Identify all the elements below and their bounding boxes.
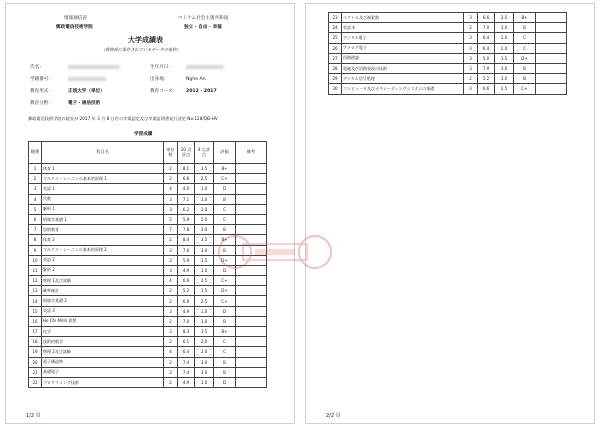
subject-name-cell: 基礎電子 [42,367,164,377]
credits-cell: 3 [164,265,178,275]
score-10-cell: 7.0 [178,316,195,326]
score-4-cell: 2.0 [195,337,214,347]
score-10-cell: 8.1 [178,164,195,174]
row-number-cell: 12 [29,276,42,286]
score-4-cell: 1.5 [195,255,214,265]
remarks-cell [236,204,267,214]
score-10-cell: 8.3 [178,327,195,337]
row-number-cell: 10 [29,255,42,265]
score-4-cell: 2.5 [195,174,214,184]
score-10-cell: 6.9 [178,296,195,306]
student-id-label: 学籍番号： [30,77,53,82]
score-4-cell: 3.0 [195,367,214,377]
table-row [29,214,267,224]
birthdate-label: 生年月日： [150,65,173,70]
row-number-cell: 6 [29,214,42,224]
score-4-cell: 1.0 [195,377,214,387]
education-form-label: 教育形式： [30,89,53,94]
remarks-cell [536,84,567,94]
table-row [329,74,567,84]
subject-name-cell: 物理 2及び試験 [42,347,164,357]
education-form-value: 正規大学（単位） [68,89,105,94]
credits-cell: 2 [164,296,178,306]
credits-cell: 4 [164,347,178,357]
remarks-cell [236,174,267,184]
row-number-cell: 26 [329,43,342,53]
row-number-cell: 16 [29,316,42,326]
score-4-cell: 3.0 [195,357,214,367]
subject-name-cell: マルクス・レーニンの基本的原理 1 [42,174,164,184]
birthplace-value: Nghe An [186,77,206,82]
remarks-cell [236,327,267,337]
row-number-cell: 19 [29,347,42,357]
score-10-cell: 5.2 [178,286,195,296]
table-row [329,84,567,94]
credits-cell: 2 [164,316,178,326]
score-4-cell: 1.0 [195,306,214,316]
grades-table-continued [328,12,567,95]
score-10-cell: 6.6 [178,276,195,286]
grade-cell: D+ [214,255,236,265]
table-row [29,367,267,377]
score-4-cell: 1.5 [495,53,514,63]
remarks-cell [236,306,267,316]
row-number-cell: 30 [329,84,342,94]
score-4-cell: 1.5 [195,286,214,296]
table-row [29,164,267,174]
table-row [29,347,267,357]
subject-name-cell: コンピュータ及びオペレーティングシステムの基礎 [342,84,464,94]
row-number-cell: 14 [29,296,42,306]
credits-cell: 2 [164,164,178,174]
course-label: 教育コース： [150,89,178,94]
credits-cell: 4 [164,184,178,194]
row-number-cell: 13 [29,286,42,296]
grade-cell: B [514,23,536,33]
row-number-cell: 5 [29,204,42,214]
score-4-cell: 3.0 [495,74,514,84]
credits-cell: 3 [164,194,178,204]
score-4-cell: 3.0 [195,245,214,255]
score-4-cell: 1.0 [195,184,214,194]
remarks-cell [236,357,267,367]
document-subtitle: （教務部に保存されているデータの抜粋） [101,47,181,52]
col-header-grade: 評価 [214,142,236,164]
remarks-cell [236,367,267,377]
credits-cell: 3 [464,53,478,63]
subject-name-cell: 英語 4 [342,23,464,33]
table-row [29,306,267,316]
table-row [29,286,267,296]
row-number-cell: 24 [329,23,342,33]
row-number-cell: 21 [29,367,42,377]
subject-name-cell: 電子構造物 [42,357,164,367]
credits-cell: 2 [464,74,478,84]
score-10-cell: 4.9 [178,265,195,275]
table-header-row [29,142,267,164]
score-4-cell: 2.0 [195,204,214,214]
row-number-cell: 9 [29,245,42,255]
remarks-cell [536,53,567,63]
score-4-cell: 2.0 [195,347,214,357]
table-row [329,23,567,33]
grade-cell: B+ [214,327,236,337]
grade-cell: B [214,357,236,367]
score-4-cell: 3.0 [495,63,514,73]
table-row [329,63,567,73]
score-10-cell: 8.4 [178,235,195,245]
page-number: 2/2 頁 [326,413,341,419]
subject-name-cell: 電磁及び回路表現の技術 [342,63,464,73]
row-number-cell: 4 [29,194,42,204]
score-10-cell: 4.0 [178,184,195,194]
credits-cell: 3 [164,204,178,214]
credits-cell: 2 [164,174,178,184]
credits-cell: 2 [464,23,478,33]
subject-name-cell: 回路理論 [342,53,464,63]
row-number-cell: 28 [329,63,342,73]
score-4-cell: 2.5 [495,84,514,94]
remarks-cell [236,276,267,286]
grade-cell: C [214,204,236,214]
row-number-cell: 1 [29,164,42,174]
table-row [329,13,567,23]
name-label: 氏名： [30,65,44,70]
score-4-cell: 3.5 [195,235,214,245]
score-4-cell: 2.0 [495,33,514,43]
grade-cell: B [214,225,236,235]
table-row [29,204,267,214]
score-10-cell: 6.4 [478,43,495,53]
grade-cell: D+ [214,286,236,296]
subject-name-cell: 英語 3 [42,306,164,316]
remarks-cell [236,214,267,224]
score-4-cell: 3.5 [195,164,214,174]
score-10-cell: 5.0 [478,53,495,63]
remarks-cell [236,377,267,387]
score-10-cell: 7.0 [478,23,495,33]
score-10-cell: 7.8 [178,225,195,235]
credits-cell: 2 [164,377,178,387]
score-10-cell: 6.4 [478,33,495,43]
row-number-cell: 25 [329,33,342,43]
subject-name-cell: プログラミング技術 [42,377,164,387]
row-number-cell: 22 [29,377,42,387]
subject-name-cell: 技術的数学 [42,337,164,347]
remarks-cell [536,33,567,43]
table-row [329,43,567,53]
row-number-cell: 7 [29,225,42,235]
score-4-cell: 3.0 [495,23,514,33]
page-number: 1/2 頁 [26,413,41,419]
row-number-cell: 17 [29,327,42,337]
score-10-cell: 6.6 [478,84,495,94]
subject-name-cell: 体育 1 [42,164,164,174]
field-label: 教育分野： [30,101,53,106]
name-value-redacted [68,65,120,69]
remarks-cell [236,184,267,194]
grade-cell: D [214,306,236,316]
grade-cell: B [214,316,236,326]
transcript-page-1 [5,3,295,424]
remarks-cell [536,13,567,23]
row-number-cell: 18 [29,337,42,347]
grade-cell: C+ [514,84,536,94]
agency-watermark-logo [215,232,335,272]
remarks-cell [236,286,267,296]
national-motto: 独立 - 自由 - 幸福 [184,25,222,30]
credits-cell: 3 [164,255,178,265]
birthdate-value-redacted [186,65,224,69]
subject-name-cell: 国防教育 [42,225,164,235]
document-title: 大学成績表 [128,36,163,44]
score-10-cell: 7.0 [178,245,195,255]
credits-cell: 3 [464,43,478,53]
score-4-cell: 3.5 [195,327,214,337]
remarks-cell [236,164,267,174]
col-header-score10: 10 点評点 [178,142,195,164]
course-value: 2012 - 2017 [186,89,217,94]
grade-cell: C+ [214,174,236,184]
score-10-cell: 6.6 [478,13,495,23]
score-4-cell: 2.5 [495,13,514,23]
credits-cell: 3 [464,33,478,43]
grade-cell: B+ [214,164,236,174]
score-10-cell: 5.9 [178,255,195,265]
score-4-cell: 2.0 [495,43,514,53]
table-row [29,357,267,367]
score-10-cell: 7.4 [178,357,195,367]
remarks-cell [536,74,567,84]
ministry-name: 情報通信省 [64,16,87,21]
credits-cell: 3 [164,367,178,377]
grade-cell: C+ [214,296,236,306]
table-row [29,377,267,387]
subject-name-cell: 確率統計 [42,286,164,296]
subject-name-cell: ベクトル及び複素数 [342,13,464,23]
score-10-cell: 7.9 [478,63,495,73]
row-number-cell: 15 [29,306,42,316]
grade-cell: C [214,214,236,224]
table-row [29,337,267,347]
subject-name-cell: 情報学基礎 2 [42,296,164,306]
subject-name-cell: デジタル信号処理 [342,74,464,84]
country-name: ベトナム社会主義共和国 [178,16,229,21]
credits-cell: 2 [164,235,178,245]
row-number-cell: 3 [29,184,42,194]
score-4-cell: 3.0 [195,316,214,326]
student-id-value-redacted [68,77,106,81]
subject-name-cell: Ho Chi Minh 思想 [42,316,164,326]
score-10-cell: 4.9 [178,306,195,316]
score-10-cell: 6.4 [178,347,195,357]
remarks-cell [236,194,267,204]
table-row [29,327,267,337]
table-row [29,276,267,286]
grade-cell: C+ [214,276,236,286]
birthplace-label: 出身地： [150,77,169,82]
credits-cell: 3 [164,327,178,337]
row-number-cell: 11 [29,265,42,275]
table-row [29,296,267,306]
table-row [29,194,267,204]
row-number-cell: 29 [329,74,342,84]
credits-cell: 3 [464,63,478,73]
grade-cell: D [214,265,236,275]
grade-cell: D [214,184,236,194]
subject-name-cell: 英語 1 [42,184,164,194]
field-value: 電子・通信技術 [68,101,101,106]
remarks-cell [536,63,567,73]
credits-cell: 7 [164,225,178,235]
table-row [29,184,267,194]
subject-name-cell: 英語 2 [42,255,164,265]
grade-cell: B [214,367,236,377]
grade-cell: B [214,245,236,255]
grade-cell: C [514,33,536,43]
score-10-cell: 6.2 [178,204,195,214]
col-header-subject: 科目名 [42,142,164,164]
score-10-cell: 5.9 [178,214,195,224]
subject-name-cell: 物理 1及び試験 [42,276,164,286]
row-number-cell: 23 [329,13,342,23]
col-header-remarks: 備考 [236,142,267,164]
table-row [29,316,267,326]
subject-name-cell: アナログ電子 [342,43,464,53]
grade-cell: C [214,337,236,347]
credits-cell: 3 [464,84,478,94]
subject-name-cell: デジタル電子 [342,33,464,43]
table-row [329,53,567,63]
credits-cell: 2 [164,286,178,296]
score-4-cell: 3.0 [195,194,214,204]
table-title: 学習成績 [134,132,153,137]
score-10-cell: 5.2 [478,74,495,84]
score-10-cell: 6.1 [178,337,195,347]
score-4-cell: 2.0 [195,214,214,224]
remarks-cell [236,296,267,306]
credits-cell: 2 [164,357,178,367]
remarks-cell [236,347,267,357]
subject-name-cell: 情報学基礎 1 [42,214,164,224]
row-number-cell: 27 [329,53,342,63]
score-4-cell: 2.5 [195,296,214,306]
grade-cell: C [514,43,536,53]
grade-cell: B+ [514,13,536,23]
subject-name-cell: 化学 [42,327,164,337]
grade-cell: C [214,347,236,357]
row-number-cell: 20 [29,357,42,367]
transcript-page-2 [305,3,595,424]
col-header-score4: 4 点評点 [195,142,214,164]
credits-cell: 2 [164,337,178,347]
table-row [329,33,567,43]
subject-name-cell: 体育 2 [42,235,164,245]
col-header-credits: 単位数 [164,142,178,164]
grade-cell: D [214,377,236,387]
remarks-cell [236,337,267,347]
credits-cell: 3 [464,13,478,23]
grade-cell: D+ [514,53,536,63]
row-number-cell: 8 [29,235,42,245]
table-row [29,174,267,184]
score-10-cell: 4.9 [178,377,195,387]
credits-cell: 2 [164,214,178,224]
remarks-cell [536,23,567,33]
institute-name: 郵政電信技術学院 [56,25,93,30]
subject-name-cell: 解析 2 [42,265,164,275]
grade-cell: B [214,194,236,204]
col-header-num: 順番 [29,142,42,164]
grade-cell: B [514,63,536,73]
graduation-decision: 郵政電信技術学院の院長が 2017 年 3 月 8 日付の卒業認定及び卒業証明書発行決定 No.128/QĐ-HV [28,116,218,121]
remarks-cell [536,43,567,53]
grade-cell: B+ [214,235,236,245]
score-4-cell: 1.0 [195,265,214,275]
credits-cell: 3 [164,245,178,255]
credits-cell: 3 [164,306,178,316]
score-10-cell: 6.6 [178,174,195,184]
grade-cell: B [514,74,536,84]
row-number-cell: 2 [29,174,42,184]
score-4-cell: 2.5 [195,276,214,286]
subject-name-cell: マルクス・レーニンの基本的原理 2 [42,245,164,255]
score-4-cell: 3.0 [195,225,214,235]
subject-name-cell: 代数 [42,194,164,204]
remarks-cell [236,316,267,326]
subject-name-cell: 解析 1 [42,204,164,214]
score-10-cell: 7.1 [178,194,195,204]
credits-cell: 4 [164,276,178,286]
score-10-cell: 7.4 [178,367,195,377]
